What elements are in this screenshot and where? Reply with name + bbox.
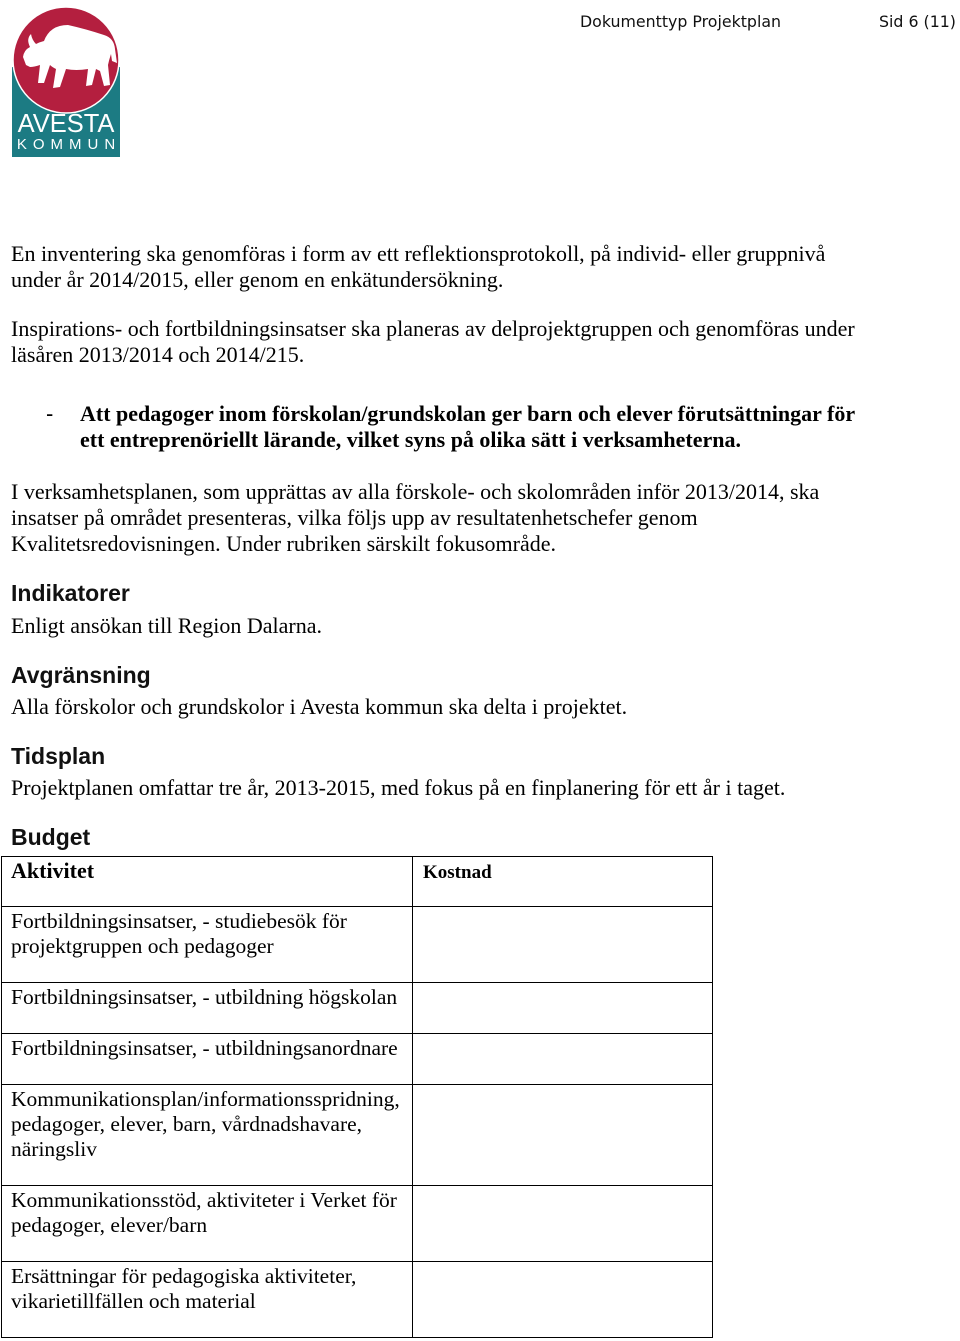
cell-line: Fortbildningsinsatser, - studiebesök för [11,909,347,933]
text-line: I verksamhetsplanen, som upprättas av alla förskole- och skolområden inför 2013/2014, ska [11,479,820,504]
text-line: insatser på området presenteras, vilka följs upp av resultatenhetschefer genom [11,505,698,530]
text-line: Att pedagoger inom förskolan/grundskolan ger barn och elever förutsättningar för [80,401,856,426]
section-text-tidsplan [11,775,785,801]
budget-table [1,856,713,1338]
activity-cell [1,1085,413,1186]
text-line: En inventering ska genomföras i form av ett reflektionsprotokoll, på individ- eller gruppnivå [11,241,826,266]
cost-cell [413,983,713,1034]
section-heading-indikatorer: Indikatorer [11,580,130,606]
page-number: Sid 6 (11) [879,12,956,31]
cell-line: Kommunikationsplan/informationsspridning, [11,1087,400,1111]
cell-line: vikarietillfällen och material [11,1289,256,1313]
text-line: Inspirations- och fortbildningsinsatser ska planeras av delprojektgruppen och genomföras under [11,316,855,341]
logo-name: AVESTA [17,110,115,138]
paragraph-inventering [11,241,825,293]
column-header-activity: Aktivitet [1,856,413,907]
cell-line: Fortbildningsinsatser, - utbildning högskolan [11,985,398,1009]
text-line: ett entreprenöriellt lärande, vilket syns på olika sätt i verksamheterna. [80,427,741,452]
activity-cell [1,1186,413,1262]
cost-cell [413,907,713,983]
cell-line: näringsliv [11,1137,97,1161]
cell-line: Ersättningar för pedagogiska aktiviteter, [11,1264,357,1288]
column-header-cost: Kostnad [413,856,713,907]
section-heading-tidsplan: Tidsplan [11,743,106,769]
paragraph-verksamhetsplan [11,479,819,557]
avesta-kommun-logo [10,3,122,159]
section-heading-budget: Budget [11,824,91,850]
cell-line: projektgruppen och pedagoger [11,934,274,958]
cell-line: pedagoger, elever, barn, vårdnadshavare, [11,1112,363,1136]
section-text-indikatorer [11,613,322,639]
cost-cell [413,1186,713,1262]
text-line: läsåren 2013/2014 och 2014/215. [11,342,305,367]
bullet-marker: - [46,401,54,426]
text-line: Enligt ansökan till Region Dalarna. [11,613,322,638]
cell-line: Kommunikationsstöd, aktiviteter i Verket för [11,1188,397,1212]
cost-cell [413,1085,713,1186]
text-line: Alla förskolor och grundskolor i Avesta kommun ska delta i projektet. [11,694,628,719]
document-type: Dokumenttyp Projektplan [580,12,782,31]
cost-cell [413,1034,713,1085]
section-heading-avgransning: Avgränsning [11,662,151,688]
section-text-avgransning [11,694,627,720]
paragraph-inspiration [11,316,855,368]
activity-cell [1,1034,413,1085]
text-line: under år 2014/2015, eller genom en enkätundersökning. [11,267,504,292]
text-line: Projektplanen omfattar tre år, 2013-2015, med fokus på en finplanering för ett år i taget. [11,775,786,800]
cell-line: Fortbildningsinsatser, - utbildningsanordnare [11,1036,398,1060]
cell-line: pedagoger, elever/barn [11,1213,208,1237]
logo-subtitle: KOMMUN [16,136,122,153]
activity-cell [1,983,413,1034]
text-line: Kvalitetsredovisningen. Under rubriken särskilt fokusområde. [11,531,556,556]
bullet-goal [80,401,855,453]
activity-cell [1,907,413,983]
cost-cell [413,1262,713,1338]
activity-cell [1,1262,413,1338]
